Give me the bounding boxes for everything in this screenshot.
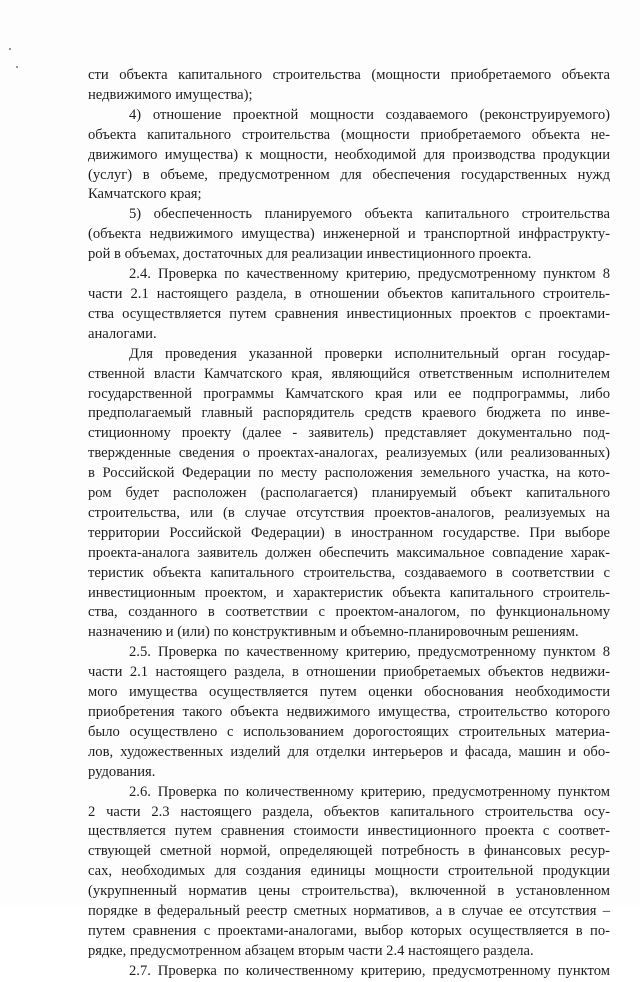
text-line: сах, необходимых для создания единицы мощности строительной продукции xyxy=(88,863,610,880)
text-line: части 2.1 настоящего раздела, в отношении приобретаемых объектов недвижи- xyxy=(88,664,610,681)
text-line: части 2.1 настоящего раздела, в отношении объектов капитального строитель- xyxy=(88,285,610,302)
text-line: 5) обеспеченность планируемого объекта капитального строительства xyxy=(129,206,610,223)
text-line: порядке в федеральный реестр сметных нормативов, а в случае ее отсутствия – xyxy=(88,903,610,920)
text-line: (объекта недвижимого имущества) инженерной и транспортной инфраструкту- xyxy=(88,226,610,243)
text-line: 2.6. Проверка по количественному критерию, предусмотренному пунктом xyxy=(129,783,610,800)
text-line: назначению и (или) по конструктивным и объемно-планировочным решениям. xyxy=(88,624,579,641)
text-line: рядке, предусмотренном абзацем вторым части 2.4 настоящего раздела. xyxy=(88,942,534,959)
text-line: ществляется путем сравнения стоимости инвестиционного проекта с соответ- xyxy=(88,823,610,840)
text-line: приобретения такого объекта недвижимого имущества, строительство которого xyxy=(88,704,610,720)
text-line: ствующей сметной нормой, определяющей потребность в финансовых ресур- xyxy=(88,843,610,860)
text-line: объекта капитального строительства (мощности приобретаемого объекта не- xyxy=(88,126,610,143)
paragraph-p-2-7 xyxy=(88,962,610,982)
text-line: (укрупненный норматив цены строительства), включенной в установленном xyxy=(88,883,610,900)
text-line: территории Российской Федерации) в иностранном государстве. При выборе xyxy=(88,524,610,541)
text-line: путем сравнения с проектами-аналогами, выбор которых осуществляется в по- xyxy=(88,922,610,939)
text-line: недвижимого имущества); xyxy=(88,86,253,103)
text-line: инвестиционным проектом, и характеристик объекта капитального строитель- xyxy=(88,584,610,601)
scan-speck xyxy=(16,66,18,68)
text-line: рой в объемах, достаточных для реализации инвестиционного проекта. xyxy=(88,246,532,263)
scan-speck xyxy=(9,48,11,50)
text-line: рудования. xyxy=(88,763,156,780)
text-line: 2.4. Проверка по качественному критерию, предусмотренному пунктом 8 xyxy=(129,266,610,283)
text-line: предполагаемый главный распорядитель средств краевого бюджета по инве- xyxy=(88,405,610,422)
text-line: движимого имущества) к мощности, необходимой для производства продукции xyxy=(88,146,610,163)
text-line: аналогами. xyxy=(88,325,157,342)
text-line: стиционному проекту (далее - заявитель) представляет документально под- xyxy=(88,425,610,442)
text-line: было осуществлено с использованием дорогостоящих строительных материа- xyxy=(88,723,610,740)
text-line: ства осуществляется путем сравнения инвестиционных проектов с проектами- xyxy=(88,305,610,322)
paragraph-p-2-6 xyxy=(88,783,610,962)
text-line: ства, созданного в соответствии с проектом-аналогом, по функциональному xyxy=(88,604,610,621)
text-line: ром будет расположен (располагается) планируемый объект капитального xyxy=(88,485,610,502)
text-line: в Российской Федерации по месту расположения земельного участка, на кото- xyxy=(88,465,610,482)
text-line: теристик объекта капитального строительства, создаваемого в соответствии с xyxy=(88,564,610,581)
text-line: сти объекта капитального строительства (мощности приобретаемого объекта xyxy=(88,67,610,83)
paragraph-p-cont xyxy=(88,66,610,106)
text-line: лов, художественных изделий для отделки интерьеров и фасада, машин и обо- xyxy=(88,743,610,760)
text-line: 2.7. Проверка по количественному критерию, предусмотренному пунктом xyxy=(129,962,610,979)
text-line: проекта-аналога заявитель должен обеспечить максимальное совпадение харак- xyxy=(88,544,610,561)
text-line: Камчатского края; xyxy=(88,186,202,203)
text-line: твержденные сведения о проектах-аналогах, реализуемых (или реализованных) xyxy=(88,445,610,462)
text-line: 2 части 2.3 настоящего раздела, объектов капитального строительства осу- xyxy=(88,803,610,820)
text-line: государственной программы Камчатского края или ее подпрограммы, либо xyxy=(88,385,610,402)
text-line: (услуг) в объеме, предусмотренном для обеспечения государственных нужд xyxy=(88,166,610,183)
paragraph-p-item4 xyxy=(88,106,610,206)
text-line: ственной власти Камчатского края, являющийся ответственным исполнителем xyxy=(88,365,610,382)
document-body xyxy=(88,66,610,982)
text-line: 4) отношение проектной мощности создаваемого (реконструируемого) xyxy=(129,106,610,123)
paragraph-p-2-4 xyxy=(88,265,610,345)
text-line: Для проведения указанной проверки исполнительный орган государ- xyxy=(129,345,610,362)
paragraph-p-item5 xyxy=(88,205,610,265)
text-line: строительства, или (в случае отсутствия проектов-аналогов, реализуемых на xyxy=(88,504,610,521)
text-line: мого имущества осуществляется путем оценки обоснования необходимости xyxy=(88,684,610,701)
paragraph-p-2-4-b xyxy=(88,345,610,644)
text-line: 2.5. Проверка по качественному критерию, предусмотренному пунктом 8 xyxy=(129,644,610,661)
paragraph-p-2-5 xyxy=(88,643,610,782)
